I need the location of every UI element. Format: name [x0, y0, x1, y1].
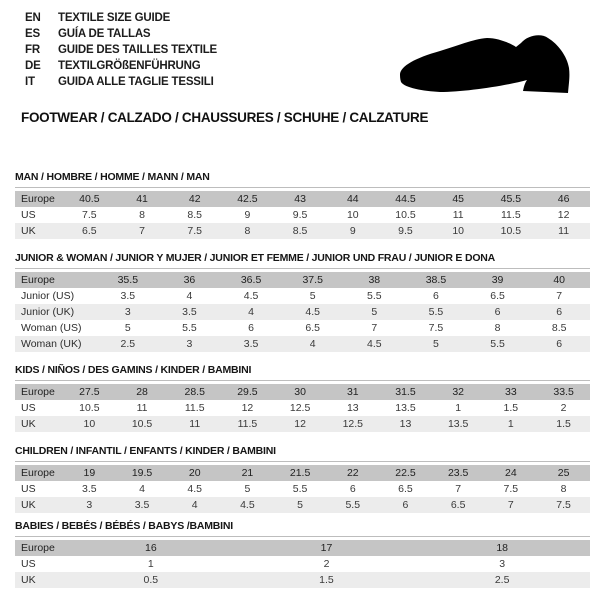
row-label: US	[21, 209, 36, 221]
size-cell: 25	[537, 465, 590, 481]
size-cell: 16	[63, 540, 239, 556]
size-cell: 6.5	[398, 483, 413, 495]
table-top-rule	[15, 268, 590, 269]
size-cell: 24	[485, 465, 538, 481]
size-cell: 5	[344, 304, 406, 320]
size-cell: 11.5	[501, 209, 521, 221]
table-header-row	[15, 465, 590, 481]
size-cell: 7.5	[168, 223, 221, 239]
row-label: UK	[15, 572, 63, 588]
size-cell: 4.5	[344, 336, 406, 352]
size-table	[15, 191, 590, 239]
table-row	[15, 207, 590, 223]
size-cell: 10.5	[395, 209, 416, 221]
size-cell: 29.5	[221, 384, 274, 400]
language-code: ES	[25, 28, 40, 40]
language-row	[25, 74, 217, 90]
size-cell: 22.5	[379, 465, 432, 481]
size-cell: 38	[344, 272, 406, 288]
language-label: GUÍA DE TALLAS	[58, 28, 151, 40]
row-label: US	[21, 402, 36, 414]
category-heading: FOOTWEAR / CALZADO / CHAUSSURES / SCHUHE / CALZATURE	[21, 110, 429, 125]
table-top-rule	[15, 461, 590, 462]
size-cell: 13	[346, 402, 359, 414]
size-cell: 19	[63, 465, 116, 481]
row-label: Europe	[15, 540, 63, 556]
size-cell: 28	[116, 384, 169, 400]
size-cell: 13.5	[395, 402, 416, 414]
size-cell: 46	[537, 191, 590, 207]
size-cell: 6.5	[305, 322, 320, 334]
size-cell: 0.5	[63, 572, 239, 588]
row-label: UK	[15, 223, 63, 239]
language-label: TEXTILE SIZE GUIDE	[58, 12, 171, 24]
table-top-rule	[15, 536, 590, 537]
size-cell: 36.5	[220, 272, 282, 288]
size-cell: 33.5	[537, 384, 590, 400]
size-cell: 43	[274, 191, 327, 207]
size-cell: 10	[346, 209, 359, 221]
size-cell: 12	[557, 209, 570, 221]
size-cell: 3.5	[220, 336, 282, 352]
language-code: EN	[25, 12, 41, 24]
size-cell: 10	[63, 416, 116, 432]
size-cell: 10.5	[79, 402, 100, 414]
size-cell: 1	[485, 416, 538, 432]
size-cell: 5.5	[467, 336, 529, 352]
size-table-section-kids	[15, 364, 590, 432]
row-label: UK	[15, 497, 63, 513]
size-table-section-babies	[15, 520, 590, 588]
table-row	[15, 416, 590, 432]
size-cell: 3.5	[116, 497, 169, 513]
size-cell: 31	[326, 384, 379, 400]
language-label: TEXTILGRÖßENFÜHRUNG	[58, 60, 201, 72]
row-label: Junior (US)	[21, 290, 75, 302]
size-cell: 5.5	[326, 497, 379, 513]
size-cell: 9.5	[379, 223, 432, 239]
size-cell: 3	[63, 497, 116, 513]
row-label: Europe	[15, 272, 97, 288]
size-cell: 1.5	[537, 416, 590, 432]
size-table-section-man	[15, 171, 590, 239]
size-cell: 11	[452, 209, 464, 221]
size-cell: 8	[221, 223, 274, 239]
size-cell: 17	[239, 540, 415, 556]
row-label: Junior (UK)	[15, 304, 97, 320]
size-cell: 6	[528, 336, 590, 352]
size-cell: 42	[168, 191, 221, 207]
size-cell: 44	[326, 191, 379, 207]
size-cell: 1.5	[239, 572, 415, 588]
size-cell: 45	[432, 191, 485, 207]
size-cell: 13	[379, 416, 432, 432]
size-cell: 5	[309, 290, 316, 302]
size-cell: 7.5	[428, 322, 444, 334]
size-cell: 7	[371, 322, 378, 334]
table-top-rule	[15, 187, 590, 188]
size-cell: 4	[168, 497, 221, 513]
row-label: Woman (US)	[21, 322, 82, 334]
size-cell: 10.5	[116, 416, 169, 432]
shoe-icon	[395, 30, 575, 98]
table-row	[15, 400, 590, 416]
size-cell: 7	[485, 497, 538, 513]
row-label: Europe	[15, 384, 63, 400]
size-cell: 6.5	[63, 223, 116, 239]
size-cell: 36	[159, 272, 221, 288]
size-cell: 5.5	[405, 304, 467, 320]
table-title: BABIES / BEBÉS / BÉBÉS / BABYS /BAMBINI	[15, 520, 233, 532]
table-row	[15, 288, 590, 304]
size-cell: 11	[537, 223, 590, 239]
size-cell: 12	[274, 416, 327, 432]
size-cell: 9	[244, 209, 251, 221]
size-cell: 13.5	[432, 416, 485, 432]
size-cell: 5.5	[292, 483, 308, 495]
table-row	[15, 481, 590, 497]
size-cell: 30	[274, 384, 327, 400]
table-header-row	[15, 191, 590, 207]
language-row	[25, 10, 217, 26]
size-cell: 18	[414, 540, 590, 556]
table-row	[15, 304, 590, 320]
size-cell: 6	[433, 290, 439, 302]
size-cell: 41	[116, 191, 169, 207]
language-list	[25, 10, 217, 90]
size-cell: 4.5	[243, 290, 259, 302]
table-row	[15, 556, 590, 572]
size-cell: 6	[467, 304, 529, 320]
language-label: GUIDA ALLE TAGLIE TESSILI	[58, 76, 214, 88]
size-cell: 4	[282, 336, 344, 352]
size-cell: 2	[323, 558, 330, 570]
row-label: Europe	[15, 191, 63, 207]
language-label: GUIDE DES TAILLES TEXTILE	[58, 44, 217, 56]
size-cell: 19.5	[116, 465, 169, 481]
size-table	[15, 384, 590, 432]
size-cell: 10	[432, 223, 485, 239]
size-cell: 22	[326, 465, 379, 481]
size-cell: 8	[494, 322, 501, 334]
size-cell: 5.5	[367, 290, 382, 302]
table-row	[15, 336, 590, 352]
table-title: JUNIOR & WOMAN / JUNIOR Y MUJER / JUNIOR ET FEMME / JUNIOR UND FRAU / JUNIOR E DONA	[15, 252, 496, 264]
size-cell: 6	[379, 497, 432, 513]
size-cell: 27.5	[63, 384, 116, 400]
size-cell: 5	[124, 322, 131, 334]
size-table	[15, 540, 590, 588]
row-label: UK	[15, 416, 63, 432]
size-cell: 23.5	[432, 465, 485, 481]
size-cell: 9	[326, 223, 379, 239]
size-cell: 35.5	[97, 272, 159, 288]
size-table-section-children	[15, 445, 590, 513]
size-cell: 42.5	[221, 191, 274, 207]
size-cell: 3.5	[82, 483, 97, 495]
table-title: CHILDREN / INFANTIL / ENFANTS / KINDER / BAMBINI	[15, 445, 276, 457]
size-cell: 4	[220, 304, 282, 320]
size-cell: 9.5	[292, 209, 308, 221]
size-cell: 40.5	[63, 191, 116, 207]
size-cell: 8	[560, 483, 567, 495]
size-cell: 38.5	[405, 272, 467, 288]
size-cell: 7	[556, 290, 563, 302]
size-cell: 7	[116, 223, 169, 239]
size-cell: 3.5	[120, 290, 136, 302]
size-cell: 11.5	[184, 402, 205, 414]
language-code: FR	[25, 44, 40, 56]
size-cell: 6	[349, 483, 356, 495]
size-cell: 2	[560, 402, 567, 414]
size-cell: 5	[405, 336, 467, 352]
size-table-section-junior-woman	[15, 252, 590, 352]
size-cell: 6	[528, 304, 590, 320]
size-cell: 4.5	[221, 497, 274, 513]
size-cell: 7.5	[537, 497, 590, 513]
size-cell: 3.5	[159, 304, 221, 320]
size-cell: 2.5	[414, 572, 590, 588]
size-cell: 33	[485, 384, 538, 400]
language-row	[25, 58, 217, 74]
size-cell: 1	[147, 558, 154, 570]
size-cell: 3	[97, 304, 159, 320]
row-label: Woman (UK)	[15, 336, 97, 352]
language-code: DE	[25, 60, 41, 72]
size-cell: 12.5	[289, 402, 311, 414]
size-cell: 8.5	[551, 322, 567, 334]
size-cell: 2.5	[97, 336, 159, 352]
size-cell: 4.5	[187, 483, 203, 495]
size-cell: 32	[432, 384, 485, 400]
size-cell: 1.5	[503, 402, 519, 414]
size-cell: 4.5	[282, 304, 344, 320]
size-table	[15, 465, 590, 513]
size-cell: 11	[168, 416, 221, 432]
size-cell: 40	[528, 272, 590, 288]
size-cell: 5.5	[182, 322, 197, 334]
size-cell: 3	[499, 558, 506, 570]
size-cell: 7.5	[82, 209, 97, 221]
size-cell: 4	[186, 290, 193, 302]
row-label: Europe	[15, 465, 63, 481]
row-label: US	[21, 483, 36, 495]
size-cell: 5	[274, 497, 327, 513]
row-label: US	[21, 558, 36, 570]
size-cell: 8.5	[187, 209, 203, 221]
table-title: MAN / HOMBRE / HOMME / MANN / MAN	[15, 171, 210, 183]
size-cell: 1	[455, 402, 462, 414]
table-row	[15, 223, 590, 239]
size-cell: 20	[168, 465, 221, 481]
size-cell: 6.5	[432, 497, 485, 513]
size-cell: 44.5	[379, 191, 432, 207]
table-header-row	[15, 384, 590, 400]
table-header-row	[15, 540, 590, 556]
language-row	[25, 42, 217, 58]
size-cell: 5	[244, 483, 251, 495]
size-cell: 39	[467, 272, 529, 288]
size-cell: 4	[139, 483, 145, 495]
size-cell: 10.5	[485, 223, 538, 239]
size-cell: 6.5	[490, 290, 505, 302]
table-header-row	[15, 272, 590, 288]
size-table	[15, 272, 590, 352]
table-row	[15, 320, 590, 336]
language-code: IT	[25, 76, 35, 88]
size-cell: 11	[136, 402, 148, 414]
table-title: KIDS / NIÑOS / DES GAMINS / KINDER / BAMBINI	[15, 364, 252, 376]
size-cell: 8	[139, 209, 145, 221]
size-cell: 8.5	[274, 223, 327, 239]
language-row	[25, 26, 217, 42]
size-cell: 28.5	[168, 384, 221, 400]
size-cell: 3	[159, 336, 221, 352]
size-cell: 21	[221, 465, 274, 481]
size-cell: 31.5	[379, 384, 432, 400]
size-cell: 12.5	[326, 416, 379, 432]
size-cell: 7	[455, 483, 462, 495]
size-cell: 37.5	[282, 272, 344, 288]
table-top-rule	[15, 380, 590, 381]
size-cell: 7.5	[503, 483, 519, 495]
size-cell: 21.5	[274, 465, 327, 481]
table-row	[15, 572, 590, 588]
size-cell: 12	[241, 402, 254, 414]
size-cell: 45.5	[485, 191, 538, 207]
table-row	[15, 497, 590, 513]
size-cell: 6	[248, 322, 254, 334]
size-cell: 11.5	[221, 416, 274, 432]
